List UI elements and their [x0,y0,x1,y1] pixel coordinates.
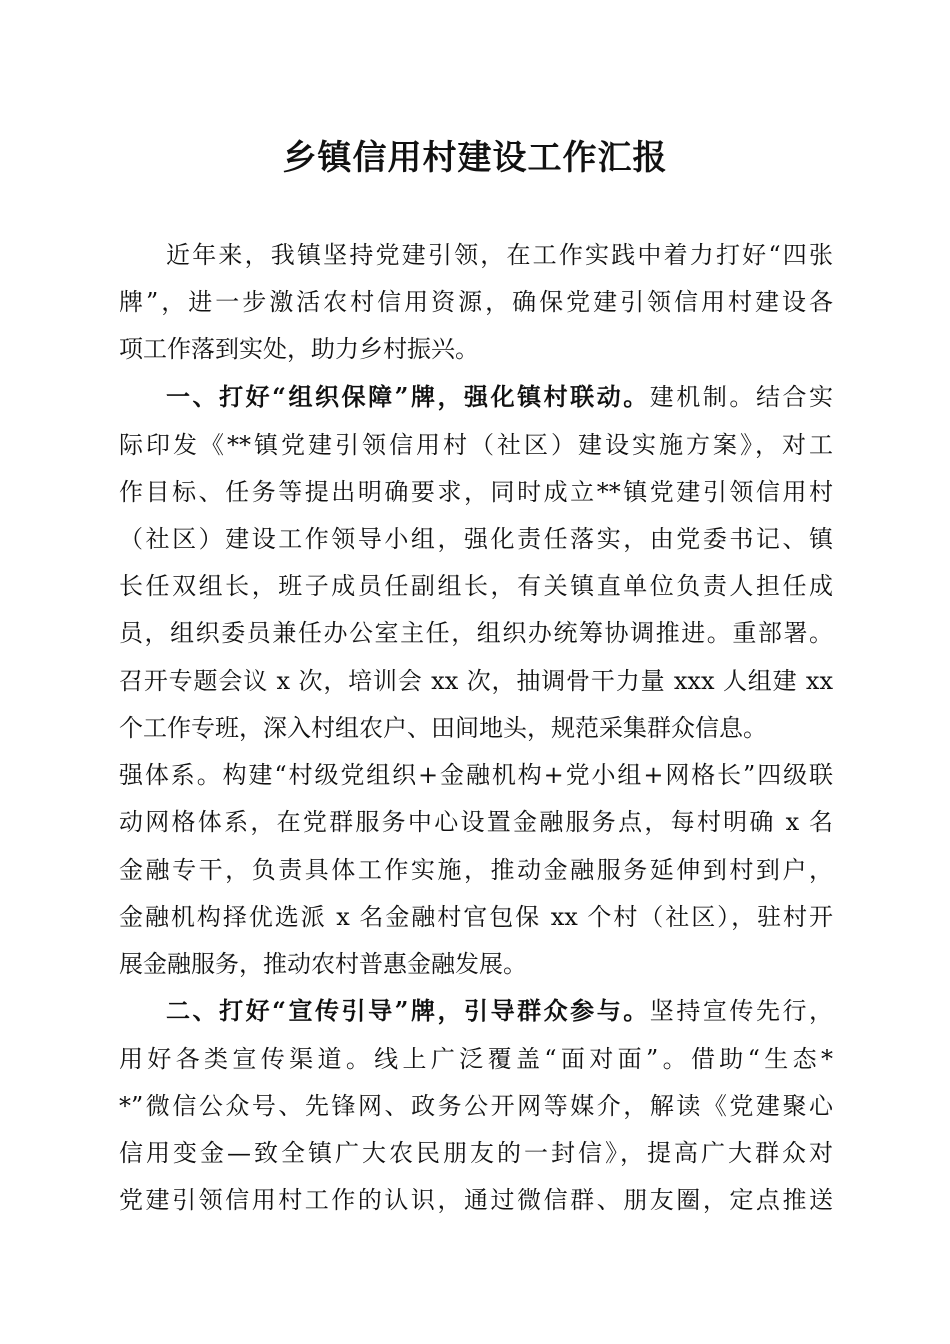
paragraph-line: 个工作专班，深入村组农户、田间地头，规范采集群众信息。 [119,714,767,742]
paragraph-line: 信用变金—致全镇广大农民朋友的一封信》，提高广大群众对 [119,1139,833,1167]
section-text: 坚持宣传先行， [649,997,834,1025]
paragraph-line: 动网格体系，在党群服务中心设置金融服务点，每村明确 x 名 [119,808,833,836]
paragraph-line: 金融专干，负责具体工作实施，推动金融服务延伸到村到户， [119,856,833,884]
paragraph-line: 金融机构择优选派 x 名金融村官包保 xx 个村（社区），驻村开 [119,903,833,931]
paragraph-line: 强体系。构建“村级党组织+金融机构+党小组+网格长”四级联 [119,761,833,789]
paragraph-line: 长任双组长，班子成员任副组长，有关镇直单位负责人担任成 [119,572,833,600]
paragraph-line: （社区）建设工作领导小组，强化责任落实，由党委书记、镇 [119,525,833,553]
paragraph-line: 召开专题会议 x 次，培训会 xx 次，抽调骨干力量 xxx 人组建 xx [119,667,833,695]
paragraph-line: 党建引领信用村工作的认识，通过微信群、朋友圈，定点推送 [119,1186,833,1214]
section-heading: 二、打好“宣传引导”牌，引导群众参与。 [166,996,650,1025]
paragraph-line: 用好各类宣传渠道。线上广泛覆盖“面对面”。借助“生态* [119,1045,833,1073]
paragraph-line: 项工作落到实处，助力乡村振兴。 [119,335,479,363]
section-text: 建机制。结合实 [649,383,834,411]
paragraph-line: 员，组织委员兼任办公室主任，组织办统筹协调推进。重部署。 [119,619,833,647]
section-heading-line [166,986,833,1036]
paragraph-line: 展金融服务，推动农村普惠金融发展。 [119,950,527,978]
document-title: 乡镇信用村建设工作汇报 [282,138,668,178]
paragraph-line: *”微信公众号、先锋网、政务公开网等媒介，解读《党建聚心 [119,1092,833,1120]
section-heading-line [166,372,833,422]
section-heading: 一、打好“组织保障”牌，强化镇村联动。 [166,382,650,411]
paragraph-line: 近年来，我镇坚持党建引领，在工作实践中着力打好“四张 [166,241,833,269]
paragraph-line: 作目标、任务等提出明确要求，同时成立**镇党建引领信用村 [119,478,833,506]
paragraph-line: 际印发《**镇党建引领信用村（社区）建设实施方案》，对工 [119,431,833,459]
paragraph-line: 牌”，进一步激活农村信用资源，确保党建引领信用村建设各 [119,288,833,316]
